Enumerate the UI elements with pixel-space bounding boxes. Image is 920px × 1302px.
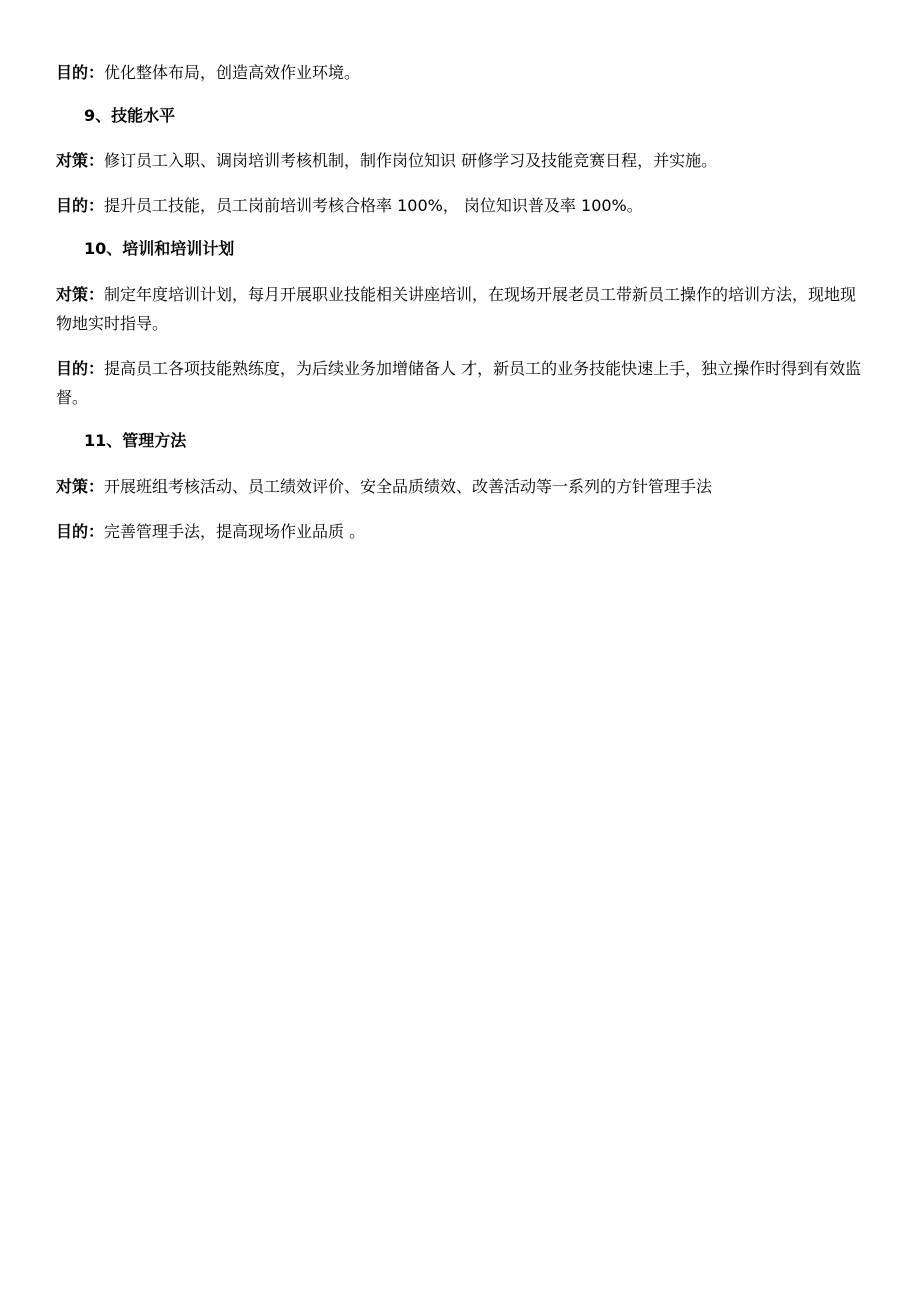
- paragraph-purpose-training: [56, 354, 866, 412]
- paragraph-text: 制定年度培训计划，每月开展职业技能相关讲座培训，在现场开展老员工带新员工操作的培训方法，现地现物地实时指导。: [56, 285, 857, 333]
- paragraph-label: 目的：: [56, 359, 105, 378]
- paragraph-measure-management: [56, 472, 866, 501]
- paragraph-label: 目的：: [56, 522, 105, 541]
- paragraph-text: 优化整体布局，创造高效作业环境。: [104, 63, 361, 82]
- paragraph-text: 开展班组考核活动、员工绩效评价、安全品质绩效、改善活动等一系列的方针管理手法: [104, 477, 713, 496]
- paragraph-purpose-skill: [56, 191, 866, 220]
- paragraph-label: 对策：: [56, 477, 105, 496]
- paragraph-label: 对策：: [56, 151, 105, 170]
- paragraph-measure-skill: [56, 146, 866, 175]
- paragraph-measure-training: [56, 280, 866, 338]
- paragraph-label: 目的：: [56, 63, 105, 82]
- paragraph-label: 目的：: [56, 196, 105, 215]
- paragraph-text: 提高员工各项技能熟练度，为后续业务加增储备人 才，新员工的业务技能快速上手，独立操作时得到有效监督。: [56, 359, 862, 407]
- section-heading-training-plan: 10、培训和培训计划: [84, 239, 235, 258]
- paragraph-label: 对策：: [56, 285, 105, 304]
- paragraph-text: 提升员工技能，员工岗前培训考核合格率 100%， 岗位知识普及率 100%。: [104, 196, 643, 215]
- section-heading-management-method: 11、管理方法: [84, 431, 187, 450]
- paragraph-purpose-management: [56, 517, 866, 546]
- section-heading-skill-level: 9、技能水平: [84, 106, 176, 125]
- paragraph-purpose-layout: [56, 58, 866, 87]
- paragraph-text: 修订员工入职、调岗培训考核机制，制作岗位知识 研修学习及技能竞赛日程，并实施。: [104, 151, 718, 170]
- paragraph-text: 完善管理手法，提高现场作业品质 。: [104, 522, 366, 541]
